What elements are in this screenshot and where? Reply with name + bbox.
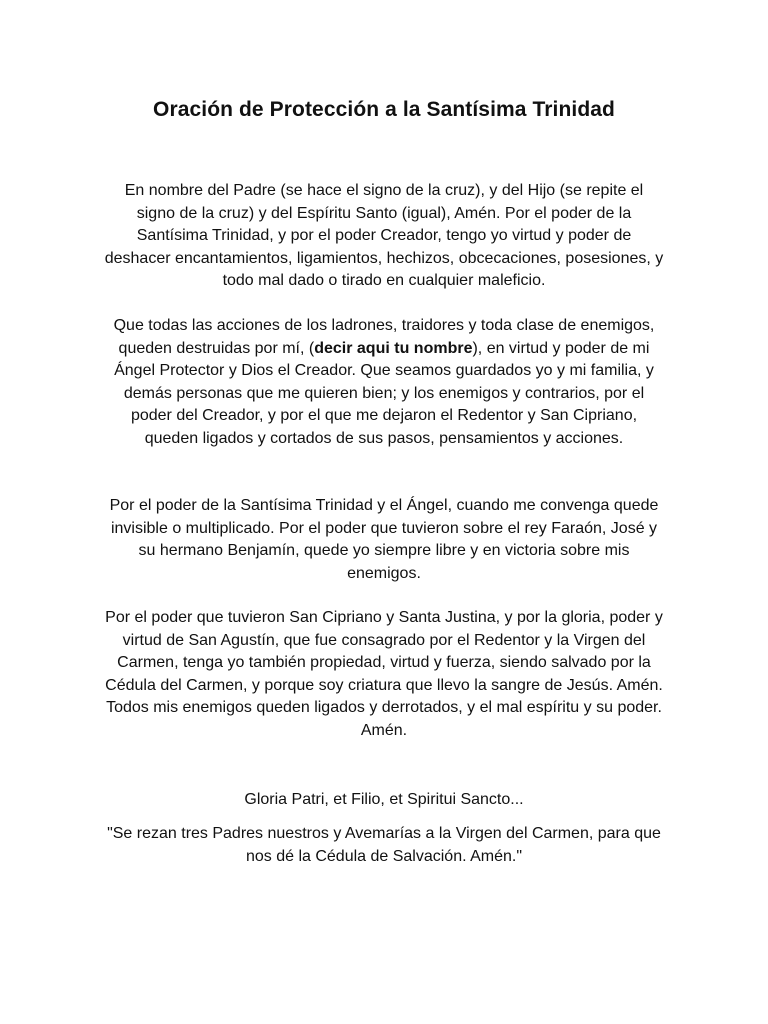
paragraph-final-instruction: "Se rezan tres Padres nuestros y Avemarías a la Virgen del Carmen, para que nos dé la Cédula de Salvación. Amén.": [107, 825, 661, 865]
name-placeholder: decir aqui tu nombre: [314, 339, 473, 357]
paragraph-gloria: Gloria Patri, et Filio, et Spiritui Sancto...: [244, 791, 524, 808]
paragraph-protection-start: Que todas las acciones de los ladrones, traidores y toda clase de enemigos, queden destruidas por mí, (: [113, 317, 655, 357]
document-title: Oración de Protección a la Santísima Trinidad: [153, 98, 615, 121]
paragraph-protection: [104, 315, 664, 451]
paragraph-trinity-power: Por el poder de la Santísima Trinidad y el Ángel, cuando me convenga quede invisible o multiplicado. Por el poder que tuvieron sobre el rey Faraón, José y su hermano Benjamín, quede yo siempre libre y en victoria sobre mis enemigos.: [109, 497, 659, 582]
paragraph-invocation: En nombre del Padre (se hace el signo de la cruz), y del Hijo (se repite el signo de la cruz) y del Espíritu Santo (igual), Amén. Por el poder de la Santísima Trinidad, y por el poder Creador, tengo yo virtud y poder de deshacer encantamientos, ligamientos, hechizos, obcecaciones, posesiones, y todo mal dado o tirado en cualquier maleficio.: [104, 182, 664, 290]
paragraph-san-cipriano: Por el poder que tuvieron San Cipriano y Santa Justina, y por la gloria, poder y virtud de San Agustín, que fue consagrado por el Redentor y la Virgen del Carmen, tenga yo también propiedad, virtud y fuerza, siendo salvado por la Cédula del Carmen, y porque soy criatura que llevo la sangre de Jesús. Amén. Todos mis enemigos queden ligados y derrotados, y el mal espíritu y su poder. Amén.: [105, 609, 663, 739]
paragraph-protection-end: ), en virtud y poder de mi Ángel Protector y Dios el Creador. Que seamos guardados yo y mi familia, y demás personas que me quieren bien; y los enemigos y contrarios, por el poder del Creador, y por el que me dejaron el Redentor y San Cipriano, queden ligados y cortados de sus pasos, pensamientos y acciones.: [114, 339, 654, 447]
